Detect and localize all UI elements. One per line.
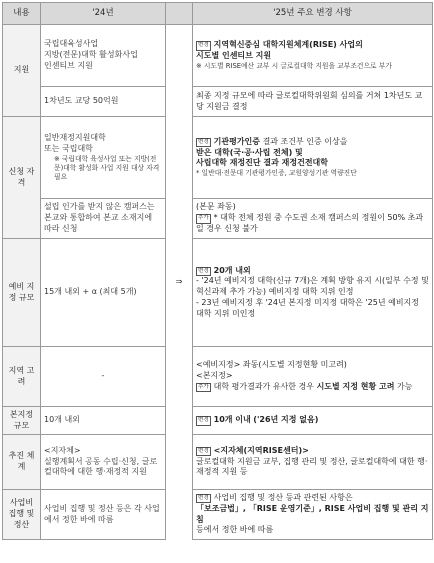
row-cat-region: 지역 고려 [3, 347, 41, 407]
region-2025: <예비지정> 좌동(시도별 지정현황 미고려) <본지정> 추가 대학 평가결과가 유사한 경우 시도별 지정 현황 고려 가능 [193, 347, 433, 407]
change-tag: 변경 [196, 41, 211, 50]
main-2024: 10개 내외 [41, 407, 166, 435]
prelim-2025: 변경 20개 내외 - '24년 예비지정 대학(신규 7개)은 계획 방향 유지 시(일부 수정 및 혁신과제 추가 가능) 예비지정 대학 지위 인정 - 23년 예비지정 후 '24년 본지정 미지정 대학은 '25년 예비지정 대학 지위 미인정 [193, 239, 433, 347]
row-cat-prelim: 예비 지정 규모 [3, 239, 41, 347]
system-2025: 변경 <지자체(지역RISE센터)> 글로컬대학 지원금 교부, 집행 관리 및 정산, 글로컬대학에 대한 행·재정적 지원 등 [193, 435, 433, 490]
support-2025-amount: 최종 지정 규모에 따라 글로컬대학위원회 심의를 거쳐 1차년도 교당 지원금 결정 [193, 87, 433, 117]
prelim-2024: 15개 내외 + α (최대 5개) [41, 239, 166, 347]
budget-2024: 사업비 집행 및 정산 등은 각 사업에서 정한 바에 따름 [41, 490, 166, 540]
eligibility-2024: 일반재정지원대학 또는 국립대학 ※ 국립대학 육성사업 또는 지방(전문)대학 활성화 사업 지원 대상 자격 필요 [41, 117, 166, 199]
main-2025: 변경 10개 이내 ('26년 지정 없음) [193, 407, 433, 435]
comparison-table [2, 2, 433, 540]
row-cat-main: 본지정 규모 [3, 407, 41, 435]
header-2025: '25년 주요 변경 사항 [193, 3, 433, 25]
budget-2025: 변경 사업비 집행 및 정산 등과 관련된 사항은 「보조금법」, 「RISE 운영기준」, RISE 사업비 집행 및 관리 지침 등에서 정한 바에 따름 [193, 490, 433, 540]
header-arrow [166, 3, 193, 25]
support-2025-rise: 변경 지역혁신중심 대학지원체계(RISE) 사업의 시도별 인센티브 지원 ※ 시도별 RISE예산 교부 시 글로컬대학 지원을 교부조건으로 부가 [193, 25, 433, 87]
support-2024-programs: 국립대육성사업 지방(전문)대학 활성화사업 인센티브 지원 [41, 25, 166, 87]
row-cat-support: 지원 [3, 25, 41, 117]
header-2024: '24년 [41, 3, 166, 25]
header-content: 내용 [3, 3, 41, 25]
eligibility-2025: 변경 기관평가인증 결과 조건부 인증 이상을 받은 대학(국·공·사립 전체) 및 사립대학 재정진단 결과 재정건전대학 * 일반대·전문대 기관평가인증, 교원양성기관 역량진단 [193, 117, 433, 199]
arrow-column [166, 25, 193, 540]
eligibility-2025-campus: (본문 좌동) 추가 * 대학 전체 정원 중 수도권 소재 캠퍼스의 정원이 50% 초과일 경우 신청 불가 [193, 199, 433, 239]
region-2024: - [41, 347, 166, 407]
row-cat-eligibility: 신청 자격 [3, 117, 41, 239]
eligibility-2024-campus: 설립 인가를 받지 않은 캠퍼스는 본교와 통합하여 본교 소재지에 따라 신청 [41, 199, 166, 239]
row-cat-budget: 사업비 집행 및 정산 [3, 490, 41, 540]
system-2024: <지자체> 실행계획서 공동 수립·신청, 글로컬대학에 대한 행·재정적 지원 [41, 435, 166, 490]
support-2024-amount: 1차년도 교당 50억원 [41, 87, 166, 117]
row-cat-system: 추진 체계 [3, 435, 41, 490]
arrow-icon: ⇒ [175, 276, 183, 286]
